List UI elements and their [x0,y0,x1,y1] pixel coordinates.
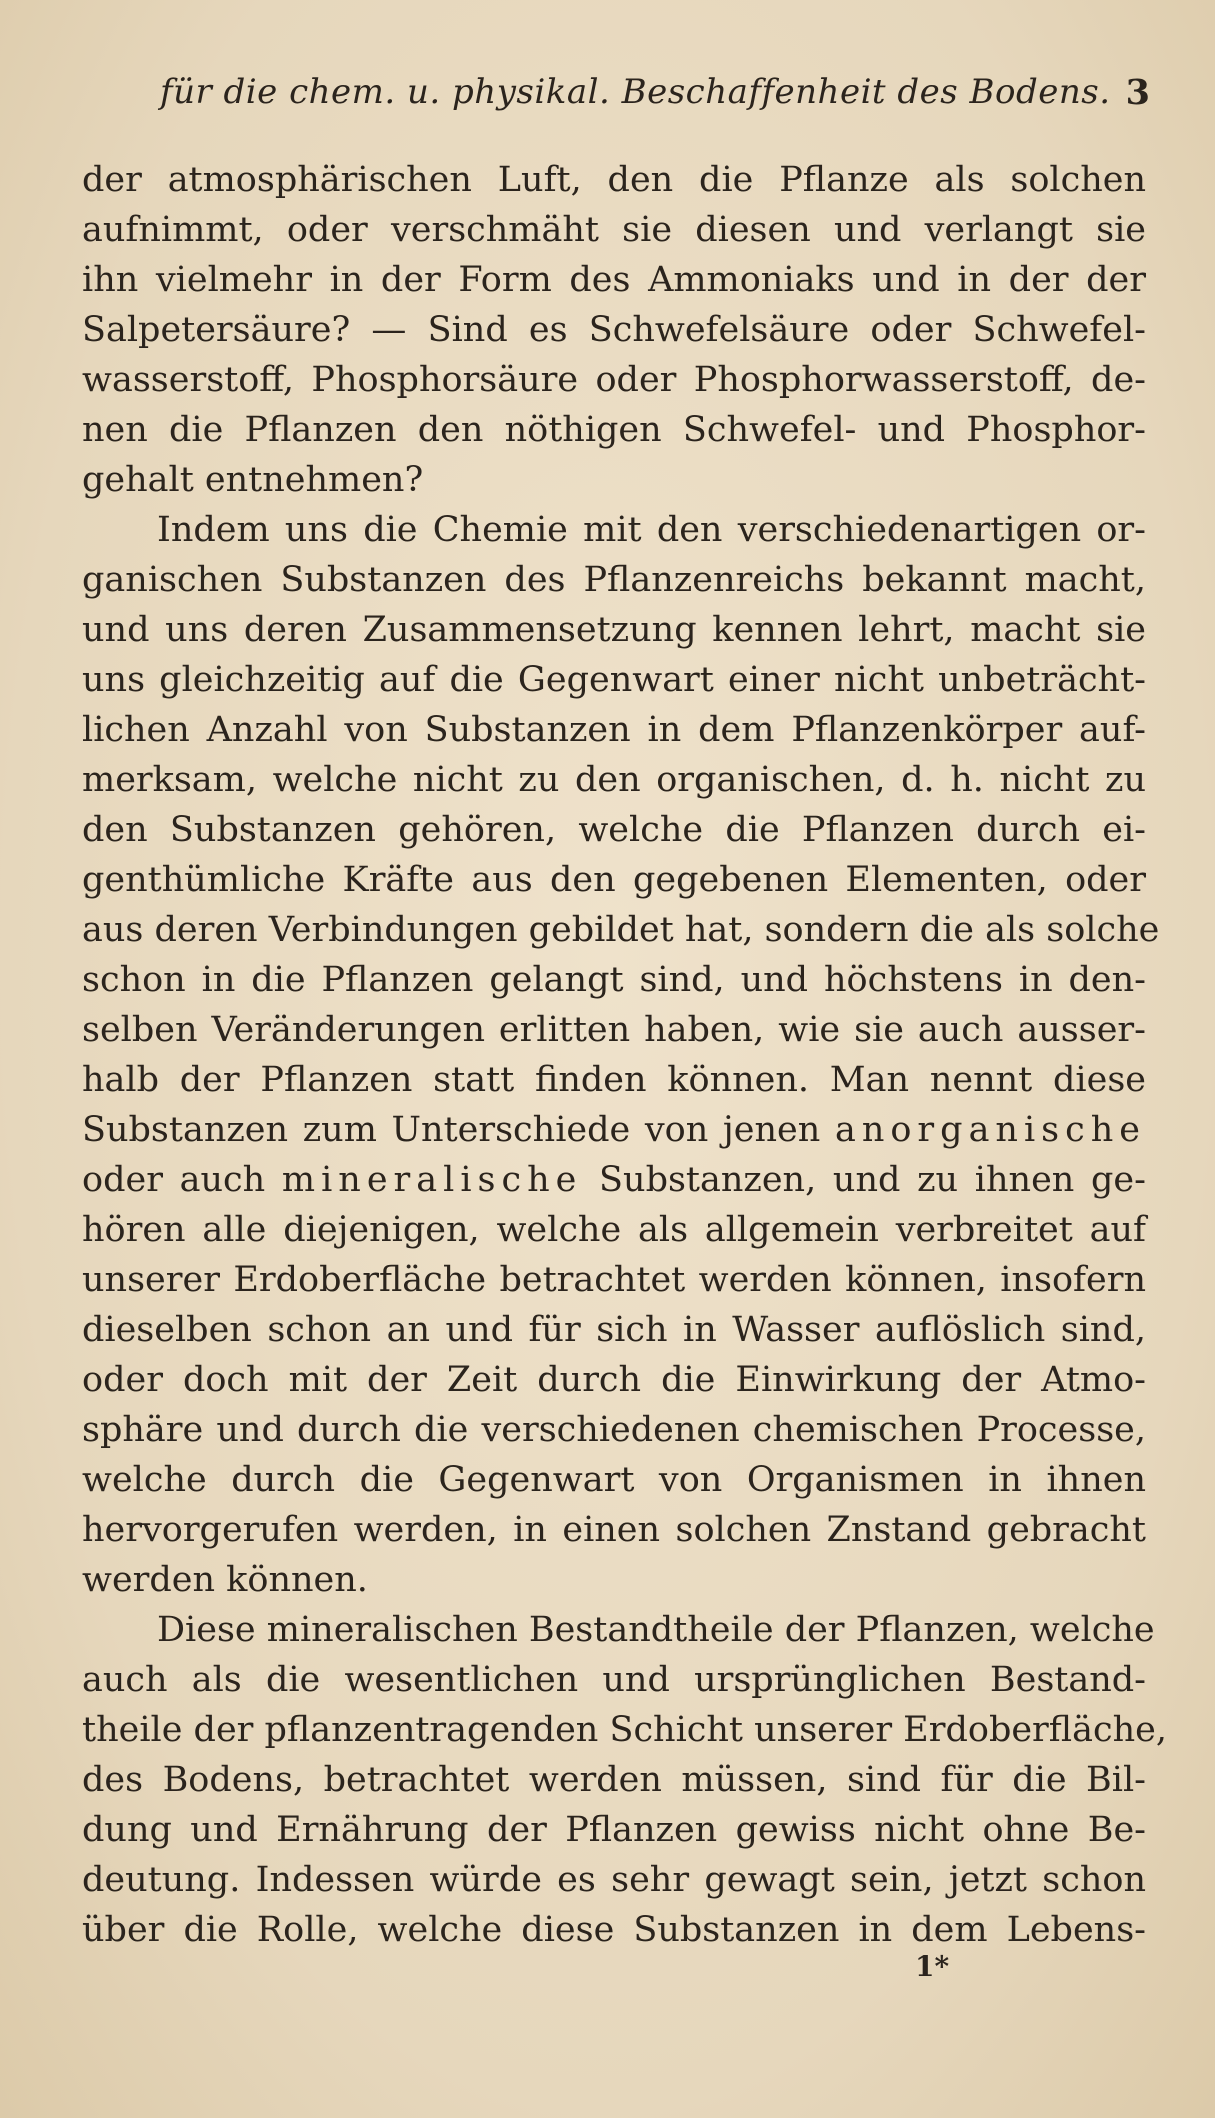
paragraph-start-line: Indem uns die Chemie mit den verschiedenartigen or- [157,510,1146,550]
text-line: dung und Ernährung der Pflanzen gewiss nicht ohne Be- [82,1810,1146,1850]
text-line: auch als die wesentlichen und ursprünglichen Bestand- [82,1660,1146,1700]
text-line: genthümliche Kräfte aus den gegebenen Elementen, oder [82,860,1146,900]
running-header-title: für die chem. u. physikal. Beschaffenheit des Bodens. [160,72,1111,112]
text-line: den Substanzen gehören, welche die Pflanzen durch ei- [82,810,1146,850]
text-line: sphäre und durch die verschiedenen chemischen Processe, [82,1410,1146,1450]
text-line: deutung. Indessen würde es sehr gewagt sein, jetzt schon [82,1860,1146,1900]
text-line: halb der Pflanzen statt finden können. Man nennt diese [82,1060,1146,1100]
text-line: aufnimmt, oder verschmäht sie diesen und verlangt sie [82,210,1146,250]
text-line [82,1155,1146,1205]
text-line: wasserstoff, Phosphorsäure oder Phosphorwasserstoff, de- [82,360,1146,400]
emphasized-term: anorganische [834,1110,1146,1150]
running-header [160,72,1150,122]
text-segment: Substanzen, und zu ihnen ge- [599,1160,1146,1200]
text-line: gehalt entnehmen? [82,460,424,500]
text-line: unserer Erdoberfläche betrachtet werden können, insofern [82,1260,1146,1300]
text-line: schon in die Pflanzen gelangt sind, und höchstens in den- [82,960,1146,1000]
text-line: ihn vielmehr in der Form des Ammoniaks und in der der [82,260,1146,300]
page-number: 3 [1125,72,1150,113]
text-line: lichen Anzahl von Substanzen in dem Pflanzenkörper auf- [82,710,1146,750]
text-line: werden können. [82,1560,368,1600]
emphasized-term: mineralische [281,1160,583,1200]
text-line: hören alle diejenigen, welche als allgemein verbreitet auf [82,1210,1146,1250]
text-line: oder doch mit der Zeit durch die Einwirkung der Atmo- [82,1360,1146,1400]
text-line: nen die Pflanzen den nöthigen Schwefel- und Phosphor- [82,410,1146,450]
text-line: aus deren Verbindungen gebildet hat, sondern die als solche [82,910,1160,950]
text-line: selben Veränderungen erlitten haben, wie sie auch ausser- [82,1010,1146,1050]
text-line: und uns deren Zusammensetzung kennen lehrt, macht sie [82,610,1146,650]
text-line: dieselben schon an und für sich in Wasser auflöslich sind, [82,1310,1146,1350]
body-text [82,155,1167,1955]
signature-mark: 1* [915,1950,950,1983]
text-segment: oder auch [82,1160,266,1200]
text-line: hervorgerufen werden, in einen solchen Znstand gebracht [82,1510,1146,1550]
text-line: des Bodens, betrachtet werden müssen, sind für die Bil- [82,1760,1146,1800]
text-line: Salpetersäure? — Sind es Schwefelsäure oder Schwefel- [82,310,1146,350]
text-segment: Substanzen zum Unterschiede von jenen [82,1110,821,1150]
text-line: über die Rolle, welche diese Substanzen in dem Lebens- [82,1910,1146,1950]
text-line: uns gleichzeitig auf die Gegenwart einer nicht unbeträcht- [82,660,1146,700]
text-line: theile der pflanzentragenden Schicht unserer Erdoberfläche, [82,1710,1167,1750]
text-line [82,1105,1146,1155]
text-line: welche durch die Gegenwart von Organismen in ihnen [82,1460,1146,1500]
paragraph-start-line: Diese mineralischen Bestandtheile der Pflanzen, welche [157,1610,1155,1650]
text-line: ganischen Substanzen des Pflanzenreichs bekannt macht, [82,560,1146,600]
text-line: merksam, welche nicht zu den organischen, d. h. nicht zu [82,760,1146,800]
text-line: der atmosphärischen Luft, den die Pflanze als solchen [82,160,1146,200]
